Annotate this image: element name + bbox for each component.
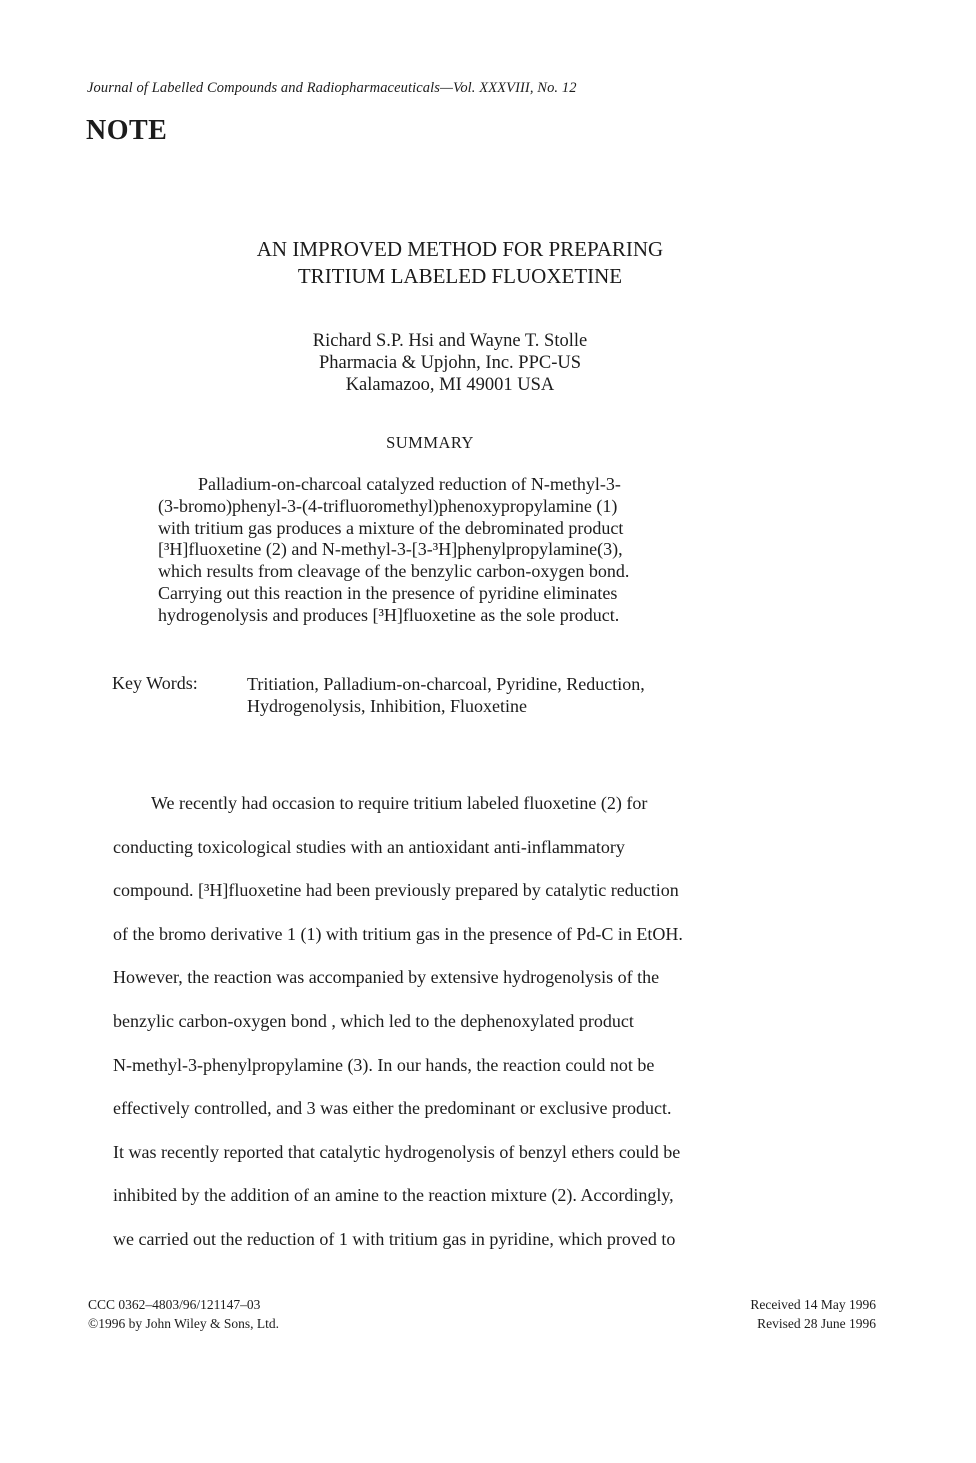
- author-block: [0, 330, 900, 396]
- revised-date: Revised 28 June 1996: [757, 1316, 876, 1331]
- summary-heading: SUMMARY: [386, 433, 474, 452]
- title-line: TRITIUM LABELED FLUOXETINE: [297, 264, 623, 288]
- author-names: Richard S.P. Hsi and Wayne T. Stolle: [312, 331, 588, 351]
- summary-line: with tritium gas produces a mixture of the debrominated product: [158, 517, 624, 538]
- summary-line: hydrogenolysis and produces [³H]fluoxetine as the sole product.: [158, 604, 620, 625]
- summary-line: Carrying out this reaction in the presence of pyridine eliminates: [158, 582, 618, 603]
- summary-line: which results from cleavage of the benzylic carbon-oxygen bond.: [158, 561, 630, 582]
- author-address: Kalamazoo, MI 49001 USA: [345, 375, 555, 395]
- received-date: Received 14 May 1996: [750, 1297, 876, 1312]
- copyright-notice: ©1996 by John Wiley & Sons, Ltd.: [88, 1316, 279, 1331]
- body-line: we carried out the reduction of 1 with tritium gas in pyridine, which proved to: [113, 1228, 676, 1249]
- summary-line: [³H]fluoxetine (2) and N-methyl-3-[3-³H]phenylpropylamine(3),: [158, 539, 623, 560]
- body-paragraph: [113, 782, 833, 1262]
- body-line: inhibited by the addition of an amine to the reaction mixture (2). Accordingly,: [113, 1185, 674, 1206]
- body-line: of the bromo derivative 1 (1) with tritium gas in the presence of Pd-C in EtOH.: [113, 923, 683, 944]
- ccc-code: CCC 0362–4803/96/121147–03: [88, 1297, 261, 1312]
- body-line: However, the reaction was accompanied by extensive hydrogenolysis of the: [113, 967, 660, 988]
- body-line: It was recently reported that catalytic hydrogenolysis of benzyl ethers could be: [113, 1141, 681, 1162]
- footer-publication-info: [88, 1295, 279, 1333]
- summary-paragraph: [158, 474, 758, 627]
- body-line: conducting toxicological studies with an antioxidant anti-inflammatory: [113, 836, 625, 857]
- journal-citation: Journal of Labelled Compounds and Radiopharmaceuticals—Vol. XXXVIII, No. 12: [87, 80, 577, 96]
- keywords-label: Key Words:: [112, 673, 198, 693]
- keywords-list: [247, 673, 645, 717]
- body-line: benzylic carbon-oxygen bond , which led to the dephenoxylated product: [113, 1010, 634, 1031]
- article-title: [0, 236, 920, 290]
- body-line: N-methyl-3-phenylpropylamine (3). In our hands, the reaction could not be: [113, 1054, 655, 1075]
- summary-line: Palladium-on-charcoal catalyzed reduction of N-methyl-3-: [198, 474, 621, 494]
- keywords-line: Tritiation, Palladium-on-charcoal, Pyridine, Reduction,: [247, 674, 645, 694]
- summary-line: (3-bromo)phenyl-3-(4-trifluoromethyl)phenoxypropylamine (1): [158, 495, 618, 516]
- keywords-line: Hydrogenolysis, Inhibition, Fluoxetine: [247, 696, 527, 716]
- body-line: effectively controlled, and 3 was either the predominant or exclusive product.: [113, 1098, 672, 1119]
- author-affiliation: Pharmacia & Upjohn, Inc. PPC-US: [318, 353, 582, 373]
- section-heading: NOTE: [86, 115, 168, 146]
- footer-dates: [750, 1295, 876, 1333]
- body-line: compound. [³H]fluoxetine had been previously prepared by catalytic reduction: [113, 880, 679, 901]
- title-line: AN IMPROVED METHOD FOR PREPARING: [256, 237, 664, 261]
- body-line: We recently had occasion to require tritium labeled fluoxetine (2) for: [151, 793, 648, 813]
